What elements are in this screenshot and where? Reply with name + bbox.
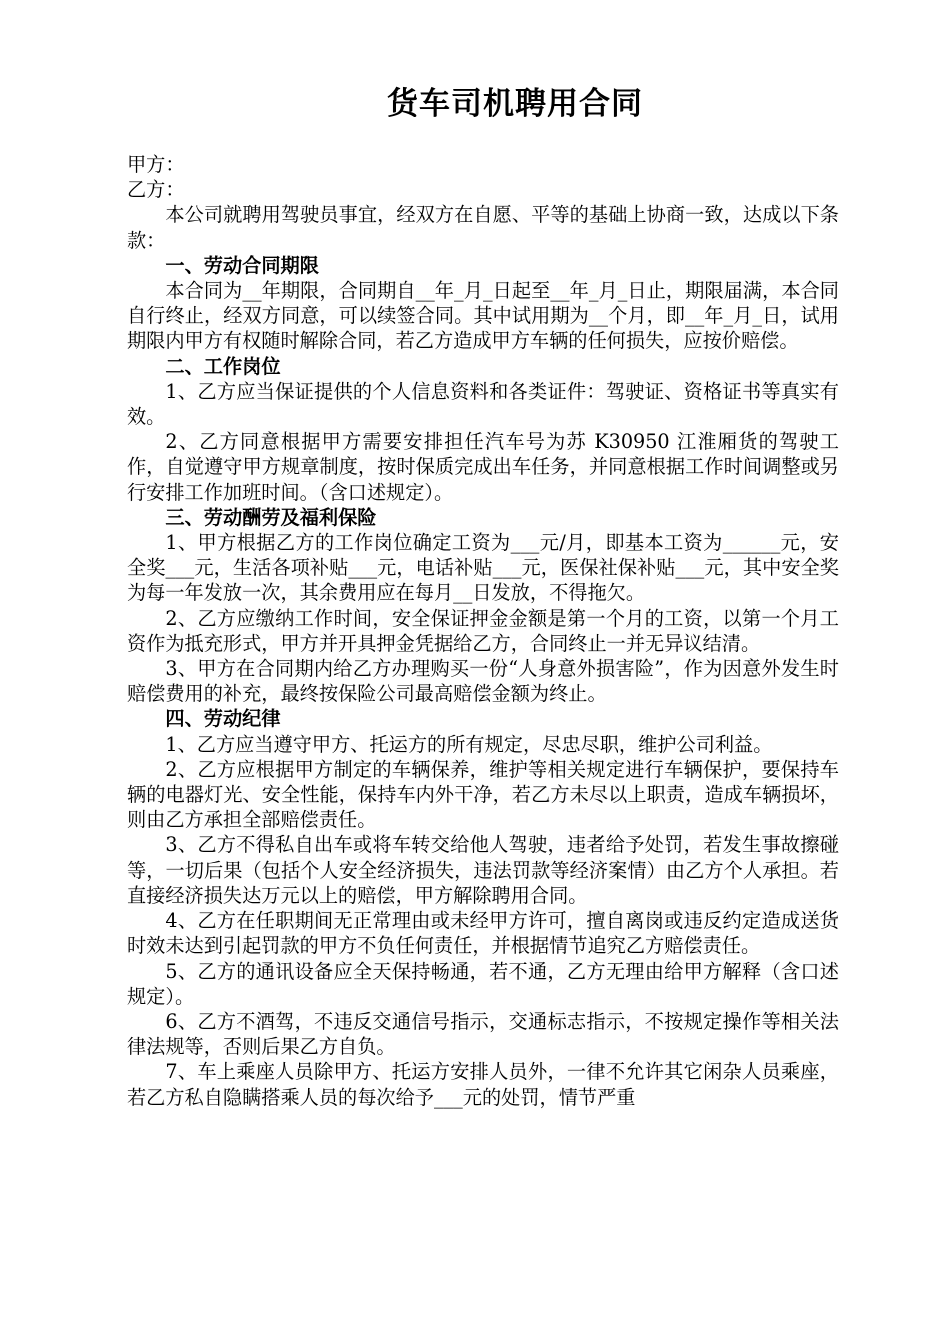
position-clause-2: 2、乙方同意根据甲方需要安排担任汽车号为苏 K30950 江淮厢货的驾驶工作，自觉遵守甲方规章制度，按时保质完成出车任务，并同意根据工作时间调整或另行安排工作加班时间。（含口述规定）。 xyxy=(127,430,839,504)
contract-body xyxy=(127,152,839,1110)
party-b-line: 乙方： xyxy=(127,178,185,202)
section-heading-position: 二、工作岗位 xyxy=(165,354,281,378)
page-title: 货车司机聘用合同 xyxy=(387,86,643,122)
discipline-clause-2: 2、乙方应根据甲方制定的车辆保养，维护等相关规定进行车辆保护，要保持车辆的电器灯光、安全性能，保持车内外干净，若乙方未尽以上职责，造成车辆损坏，则由乙方承担全部赔偿责任。 xyxy=(127,757,839,832)
discipline-clause-3: 3、乙方不得私自出车或将车转交给他人驾驶，违者给予处罚，若发生事故擦碰等，一切后果（包括个人安全经济损失，违法罚款等经济案情）由乙方个人承担。若直接经济损失达万元以上的赔偿，甲方解除聘用合同。 xyxy=(127,833,839,907)
pay-clause-1: 1、甲方根据乙方的工作岗位确定工资为___元/月，即基本工资为______元，安全奖___元，生活各项补贴___元，电话补贴___元，医保社保补贴___元，其中安全奖为每一年发放一次，其余费用应在每月__日发放，不得拖欠。 xyxy=(127,531,839,605)
discipline-clause-4: 4、乙方在任职期间无正常理由或未经甲方许可，擅自离岗或违反约定造成送货时效未达到引起罚款的甲方不负任何责任，并根据情节追究乙方赔偿责任。 xyxy=(127,909,839,958)
party-a-line: 甲方： xyxy=(127,153,185,176)
pay-clause-2: 2、乙方应缴纳工作时间，安全保证押金金额是第一个月的工资，以第一个月工资作为抵充形式，甲方并开具押金凭据给乙方，合同终止一并无异议结清。 xyxy=(127,606,839,655)
discipline-clause-1: 1、乙方应当遵守甲方、托运方的所有规定，尽忠尽职，维护公司利益。 xyxy=(165,732,773,756)
section-heading-term: 一、劳动合同期限 xyxy=(165,253,319,277)
section-heading-discipline: 四、劳动纪律 xyxy=(165,707,281,731)
discipline-clause-6: 6、乙方不酒驾，不违反交通信号指示，交通标志指示，不按规定操作等相关法律法规等，否则后果乙方自负。 xyxy=(127,1009,839,1059)
pay-clause-3: 3、甲方在合同期内给乙方办理购买一份“人身意外损害险”，作为因意外发生时赔偿费用的补充，最终按保险公司最高赔偿金额为终止。 xyxy=(127,657,839,706)
section-heading-pay: 三、劳动酬劳及福利保险 xyxy=(165,505,377,529)
discipline-clause-7: 7、车上乘座人员除甲方、托运方安排人员外，一律不允许其它闲杂人员乘座，若乙方私自隐瞒搭乘人员的每次给予___元的处罚，情节严重 xyxy=(127,1060,839,1109)
intro-paragraph: 本公司就聘用驾驶员事宜，经双方在自愿、平等的基础上协商一致，达成以下条款： xyxy=(127,203,839,252)
position-clause-1: 1、乙方应当保证提供的个人信息资料和各类证件：驾驶证、资格证书等真实有效。 xyxy=(127,379,839,429)
discipline-clause-5: 5、乙方的通讯设备应全天保持畅通，若不通，乙方无理由给甲方解释（含口述规定）。 xyxy=(127,959,839,1008)
term-paragraph: 本合同为__年期限，合同期自__年_月_日起至__年_月_日止，期限届满，本合同自行终止，经双方同意，可以续签合同。其中试用期为__个月，即__年_月_日，试用期限内甲方有权随时解除合同，若乙方造成甲方车辆的任何损失，应按价赔偿。 xyxy=(127,279,839,353)
